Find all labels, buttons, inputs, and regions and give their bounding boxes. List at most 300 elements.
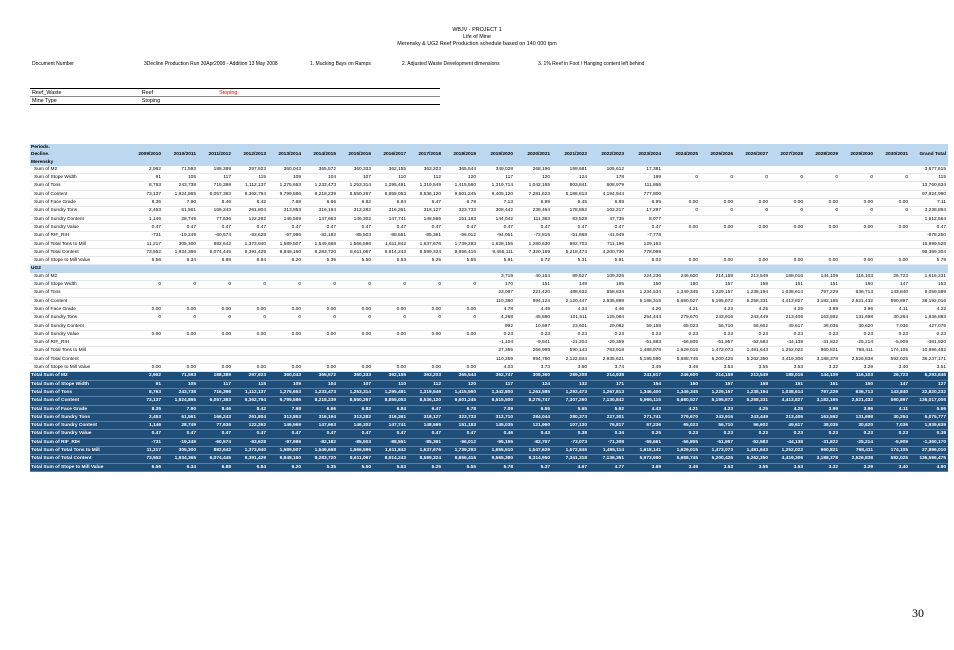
table-cell: 0.00 xyxy=(303,364,338,372)
total-cell: 2,453 xyxy=(128,413,163,421)
total-cell: 243,449 xyxy=(735,413,770,421)
total-row xyxy=(30,455,948,463)
header-cell xyxy=(589,144,626,151)
year-header: 2017/2018 xyxy=(408,151,443,158)
total-cell: -85,361 xyxy=(408,438,443,446)
table-cell: 0 xyxy=(233,281,268,289)
total-cell: 91 xyxy=(128,380,163,388)
table-cell xyxy=(663,190,700,198)
section-cell xyxy=(338,159,373,166)
table-cell xyxy=(700,240,735,248)
table-cell: 105 xyxy=(163,174,198,182)
table-cell: 268,196 xyxy=(515,166,552,174)
total-cell: 1,415,560 xyxy=(443,388,478,396)
table-cell: 0.00 xyxy=(875,199,910,207)
year-header: 2028/2029 xyxy=(805,151,840,158)
total-cell: 227,301 xyxy=(589,413,626,421)
table-cell: 323,733 xyxy=(443,207,478,215)
table-cell: 5.31 xyxy=(552,257,589,265)
table-cell: 4.03 xyxy=(478,364,515,372)
periods-label: Periods. xyxy=(30,144,128,151)
table-cell: 2,453 xyxy=(128,207,163,215)
grand-total-cell: 16,999,528 xyxy=(910,240,948,248)
table-cell: 266,999 xyxy=(515,347,552,355)
total-cell: -73,073 xyxy=(552,438,589,446)
periods-row xyxy=(30,144,948,151)
total-cell: 9,362,794 xyxy=(233,397,268,405)
total-cell: 3.96 xyxy=(840,405,875,413)
table-cell: 83,529 xyxy=(552,215,589,223)
total-cell: 30,264 xyxy=(875,413,910,421)
total-cell: 104 xyxy=(303,380,338,388)
table-cell xyxy=(163,347,198,355)
grand-total-cell: 10,896,482 xyxy=(910,347,948,355)
header-cell xyxy=(552,144,589,151)
table-cell xyxy=(875,248,910,256)
total-row-label: Total Sum of Tons xyxy=(30,388,128,396)
table-cell: 3.49 xyxy=(663,364,700,372)
total-cell: 4.25 xyxy=(735,405,770,413)
row-label: Sum of Total Content xyxy=(30,248,128,256)
year-header: 2024/2025 xyxy=(663,151,700,158)
table-cell: 73,137 xyxy=(128,190,163,198)
table-cell xyxy=(303,322,338,330)
total-cell: -25,214 xyxy=(840,438,875,446)
table-cell xyxy=(338,355,373,363)
total-cell: 6.88 xyxy=(198,463,233,471)
row-label: Sum of Total Tons to Mill xyxy=(30,240,128,248)
total-cell: 0.23 xyxy=(840,430,875,438)
header-cell xyxy=(408,144,443,151)
table-cell xyxy=(373,273,408,281)
table-cell: 124 xyxy=(552,174,589,182)
year-header: 2026/2027 xyxy=(735,151,770,158)
total-cell: 1,267,813 xyxy=(589,388,626,396)
total-cell: 636,713 xyxy=(840,388,875,396)
table-cell xyxy=(805,215,840,223)
total-cell: 352,747 xyxy=(478,372,515,380)
table-cell xyxy=(840,182,875,190)
total-cell: 8,314,950 xyxy=(515,455,552,463)
table-cell: 994,124 xyxy=(515,297,552,305)
total-cell: -71,308 xyxy=(589,438,626,446)
note-1: 1. Mucking Bays on Ramps xyxy=(310,61,371,67)
total-row-label: Total Sum of Stope to Mill Value xyxy=(30,463,128,471)
table-cell: 157 xyxy=(700,281,735,289)
year-header: 2013/2014 xyxy=(268,151,303,158)
total-cell: 122,262 xyxy=(233,422,268,430)
table-cell: 0.00 xyxy=(198,330,233,338)
table-cell: 0 xyxy=(875,174,910,182)
table-cell: 1,611,842 xyxy=(373,240,408,248)
table-cell: 49,617 xyxy=(770,322,805,330)
table-cell: 0.23 xyxy=(875,330,910,338)
total-cell: 4.43 xyxy=(626,405,663,413)
table-cell xyxy=(700,232,735,240)
table-cell: 803,841 xyxy=(552,182,589,190)
table-cell: 4.34 xyxy=(552,305,589,313)
total-cell: 362,155 xyxy=(373,372,408,380)
table-cell: 0.00 xyxy=(840,223,875,231)
table-cell: 0 xyxy=(303,314,338,322)
section-cell xyxy=(700,159,735,166)
table-cell: 0.00 xyxy=(233,364,268,372)
table-cell: 116,103 xyxy=(840,273,875,281)
table-cell: 1,549,668 xyxy=(303,240,338,248)
row-label: Sum of RIF_RIH xyxy=(30,339,128,347)
total-cell: 0.46 xyxy=(478,430,515,438)
table-cell: 0 xyxy=(198,281,233,289)
grand-total-cell: -381,920 xyxy=(910,339,948,347)
table-cell: 4.78 xyxy=(478,305,515,313)
total-cell: -97,996 xyxy=(268,438,303,446)
total-cell: 3.55 xyxy=(735,463,770,471)
table-cell xyxy=(840,190,875,198)
total-cell: 5.50 xyxy=(338,463,373,471)
section-cell xyxy=(198,265,233,273)
total-cell: 284,044 xyxy=(515,413,552,421)
table-cell: 349,028 xyxy=(478,166,515,174)
table-cell: 3.53 xyxy=(700,364,735,372)
table-cell: 26,723 xyxy=(875,273,910,281)
table-cell: 318,127 xyxy=(408,207,443,215)
total-row xyxy=(30,397,948,405)
table-cell xyxy=(303,297,338,305)
table-cell: 0.00 xyxy=(163,364,198,372)
total-cell: 6.84 xyxy=(373,405,408,413)
total-cell: 305,300 xyxy=(163,446,198,454)
year-header: 2009/2010 xyxy=(128,151,163,158)
table-cell: 0 xyxy=(443,314,478,322)
table-cell: 0.00 xyxy=(875,223,910,231)
table-cell: 313,282 xyxy=(338,207,373,215)
table-cell: 5.50 xyxy=(338,257,373,265)
table-cell xyxy=(700,248,735,256)
header-cell xyxy=(515,144,552,151)
total-row xyxy=(30,388,948,396)
table-cell: 0 xyxy=(840,174,875,182)
table-cell xyxy=(198,347,233,355)
header-cell xyxy=(443,144,478,151)
table-cell: 10,597 xyxy=(515,322,552,330)
table-cell: 0.00 xyxy=(233,330,268,338)
table-cell: 0.00 xyxy=(163,330,198,338)
table-cell xyxy=(233,347,268,355)
header-cell xyxy=(770,144,805,151)
table-cell: -25,214 xyxy=(840,339,875,347)
total-cell: 6.34 xyxy=(163,463,198,471)
table-cell: 150 xyxy=(840,281,875,289)
table-cell: 6.78 xyxy=(443,199,478,207)
total-cell: 150 xyxy=(663,380,700,388)
total-cell: 0.47 xyxy=(268,430,303,438)
grand-total-cell: 3,238,894 xyxy=(910,207,948,215)
table-cell: 0.00 xyxy=(875,257,910,265)
row-label: Sum of Sundry Content xyxy=(30,215,128,223)
table-cell: -96,012 xyxy=(443,232,478,240)
table-cell: 960,821 xyxy=(805,347,840,355)
table-cell: 360,043 xyxy=(268,166,303,174)
table-cell: 9,656,416 xyxy=(443,248,478,256)
total-cell: 1,618,141 xyxy=(626,446,663,454)
table-cell xyxy=(840,240,875,248)
table-cell: 1,566,596 xyxy=(338,240,373,248)
section-cell xyxy=(700,265,735,273)
table-cell: 9,848,160 xyxy=(268,248,303,256)
table-cell xyxy=(233,297,268,305)
table-cell: 768,411 xyxy=(840,347,875,355)
total-cell: 73,552 xyxy=(128,455,163,463)
table-cell: 165 xyxy=(589,281,626,289)
table-row xyxy=(30,215,948,223)
table-cell: 163,592 xyxy=(805,314,840,322)
page-number: 30 xyxy=(912,606,924,620)
total-cell: 1,342,800 xyxy=(478,388,515,396)
table-cell: 2,521,432 xyxy=(840,297,875,305)
row-label: Sum of Sundry Value xyxy=(30,223,128,231)
table-cell: 6.45 xyxy=(552,199,589,207)
table-cell xyxy=(233,339,268,347)
total-cell: 8,536,120 xyxy=(408,397,443,405)
section-cell xyxy=(373,265,408,273)
total-row-label: Total Sum of Total Tons to Mill xyxy=(30,446,128,454)
table-cell: 1,473,073 xyxy=(700,347,735,355)
table-cell: 0.00 xyxy=(805,223,840,231)
table-cell: 6.34 xyxy=(163,257,198,265)
table-cell: 488,632 xyxy=(552,289,589,297)
total-cell: 5.53 xyxy=(373,463,408,471)
grand-total-cell: 1,939,639 xyxy=(910,422,948,430)
table-cell: 0.00 xyxy=(700,199,735,207)
table-cell xyxy=(770,248,805,256)
total-cell: 1,566,596 xyxy=(338,446,373,454)
total-cell: 6.47 xyxy=(408,405,443,413)
table-cell xyxy=(128,347,163,355)
section-cell xyxy=(589,265,626,273)
table-cell: 4,194,944 xyxy=(589,190,626,198)
mine-type-value[interactable]: Stoping xyxy=(140,97,211,105)
table-cell: 0.47 xyxy=(478,223,515,231)
year-header: 2014/2015 xyxy=(303,151,338,158)
table-cell: 0 xyxy=(663,207,700,215)
total-cell: 261,804 xyxy=(233,413,268,421)
year-header: 2010/2011 xyxy=(163,151,198,158)
total-cell: 271,741 xyxy=(626,413,663,421)
row-label: Sum of Sundry Content xyxy=(30,322,128,330)
table-cell: 56,710 xyxy=(700,322,735,330)
total-cell: 1,572,846 xyxy=(552,446,589,454)
header-cell xyxy=(163,144,198,151)
table-cell: 0 xyxy=(700,174,735,182)
total-cell: 0.23 xyxy=(663,430,700,438)
row-label: Sum of M2 xyxy=(30,166,128,174)
table-cell xyxy=(198,289,233,297)
total-cell: 0.38 xyxy=(552,430,589,438)
table-cell: -56,805 xyxy=(663,339,700,347)
table-cell: 4.25 xyxy=(770,305,805,313)
table-cell: 91 xyxy=(128,174,163,182)
table-cell: 1,234,534 xyxy=(626,289,663,297)
header-cell xyxy=(910,144,948,151)
table-cell: 608,979 xyxy=(589,182,626,190)
table-cell: 0.23 xyxy=(805,330,840,338)
table-cell: 150 xyxy=(626,281,663,289)
year-header: 2023/2024 xyxy=(626,151,663,158)
total-cell: 30,620 xyxy=(840,422,875,430)
table-cell xyxy=(268,347,303,355)
row-label: Sum of Tons xyxy=(30,289,128,297)
table-cell: 0 xyxy=(128,314,163,322)
table-cell xyxy=(408,355,443,363)
table-cell: 1,349,345 xyxy=(663,289,700,297)
table-cell: 104 xyxy=(303,174,338,182)
table-cell: 199 xyxy=(626,174,663,182)
total-cell: 8.46 xyxy=(198,405,233,413)
table-cell: 178,862 xyxy=(552,207,589,215)
total-cell: -731 xyxy=(128,438,163,446)
table-cell xyxy=(233,355,268,363)
table-cell xyxy=(163,355,198,363)
table-cell: 243,738 xyxy=(163,182,198,190)
total-cell: 0.47 xyxy=(198,430,233,438)
total-cell: 5,973,690 xyxy=(626,455,663,463)
table-cell: 115 xyxy=(233,174,268,182)
table-cell: 0 xyxy=(770,207,805,215)
table-cell xyxy=(805,232,840,240)
section-cell xyxy=(198,159,233,166)
grand-total-cell: 4.22 xyxy=(910,305,948,313)
total-cell: 1,549,668 xyxy=(303,446,338,454)
table-cell: 7.90 xyxy=(163,199,198,207)
table-cell: -44,138 xyxy=(770,339,805,347)
table-cell xyxy=(663,248,700,256)
table-cell xyxy=(268,355,303,363)
table-cell xyxy=(338,273,373,281)
total-cell: 5,262,350 xyxy=(735,455,770,463)
grand-total-cell: 4.90 xyxy=(910,463,948,471)
table-cell xyxy=(443,297,478,305)
total-cell: 1,346,400 xyxy=(626,388,663,396)
total-cell: 5,966,115 xyxy=(626,397,663,405)
table-cell: 0.00 xyxy=(303,305,338,313)
header-cell xyxy=(663,144,700,151)
table-cell xyxy=(735,166,770,174)
section-cell xyxy=(233,159,268,166)
total-cell: 5,688,745 xyxy=(663,455,700,463)
table-cell: 7.13 xyxy=(478,199,515,207)
table-cell: 5.91 xyxy=(589,257,626,265)
total-cell: -93,628 xyxy=(233,438,268,446)
table-cell: 0.00 xyxy=(373,305,408,313)
total-cell: 5,195,672 xyxy=(700,397,735,405)
table-row xyxy=(30,289,948,297)
total-cell: 124 xyxy=(515,380,552,388)
table-cell: 1,481,643 xyxy=(735,347,770,355)
reef-waste-value[interactable]: Reef xyxy=(140,89,211,97)
table-cell: 308,442 xyxy=(478,207,515,215)
grand-total-cell: 27,896,010 xyxy=(910,446,948,454)
table-cell: 1,319,549 xyxy=(408,182,443,190)
table-cell: 8,077 xyxy=(626,215,663,223)
table-cell: 5.53 xyxy=(373,257,408,265)
total-cell: 363,203 xyxy=(408,372,443,380)
grand-total-cell: 22,820,232 xyxy=(910,388,948,396)
total-cell: 1,252,022 xyxy=(770,446,805,454)
total-cell: 9,799,586 xyxy=(268,397,303,405)
table-cell: 0.00 xyxy=(770,223,805,231)
section-name: Merensky xyxy=(30,159,128,166)
grand-total-cell: 5.96 xyxy=(910,405,948,413)
table-cell xyxy=(443,273,478,281)
table-cell: 0 xyxy=(875,207,910,215)
total-cell: 109 xyxy=(268,380,303,388)
table-cell: -1,104 xyxy=(478,339,515,347)
table-cell: 2,935,621 xyxy=(589,355,626,363)
table-cell xyxy=(233,273,268,281)
grand-total-cell: 3.51 xyxy=(910,364,948,372)
total-cell: 1,629,015 xyxy=(663,446,700,454)
total-cell: 8,611,067 xyxy=(338,455,373,463)
total-cell: 7.09 xyxy=(478,405,515,413)
total-cell: -52,583 xyxy=(735,438,770,446)
table-cell xyxy=(805,182,840,190)
table-cell: 120 xyxy=(443,174,478,182)
table-cell: -29,359 xyxy=(589,339,626,347)
table-cell: 6.88 xyxy=(198,257,233,265)
table-cell xyxy=(735,248,770,256)
table-cell: 147,663 xyxy=(303,215,338,223)
grand-total-cell: 1,616,231 xyxy=(910,273,948,281)
total-cell: 49,617 xyxy=(770,422,805,430)
table-cell: 9,391,429 xyxy=(233,248,268,256)
table-cell: -19,249 xyxy=(163,232,198,240)
header-cell xyxy=(373,144,408,151)
table-cell: 1,319,714 xyxy=(478,182,515,190)
total-cell: -88,551 xyxy=(373,438,408,446)
table-cell: 174,105 xyxy=(875,347,910,355)
table-cell: 1,295,481 xyxy=(373,182,408,190)
table-cell: 0.47 xyxy=(303,223,338,231)
total-cell: 1,473,073 xyxy=(700,446,735,454)
total-cell: 1,292,473 xyxy=(552,388,589,396)
table-cell: 0 xyxy=(163,314,198,322)
year-header: 2022/2023 xyxy=(589,151,626,158)
table-cell: 0 xyxy=(268,314,303,322)
table-cell: -51,957 xyxy=(700,339,735,347)
total-cell: 0.47 xyxy=(128,430,163,438)
header-cell xyxy=(268,144,303,151)
table-cell: 6.95 xyxy=(626,199,663,207)
table-row xyxy=(30,174,948,182)
table-cell xyxy=(268,297,303,305)
year-header: 2019/2020 xyxy=(478,151,515,158)
total-cell: 280,373 xyxy=(552,413,589,421)
total-cell: 0.23 xyxy=(700,430,735,438)
total-row-label: Total Sum of Sundry Value xyxy=(30,430,128,438)
table-cell: 1,488,978 xyxy=(626,347,663,355)
year-header: 2029/2030 xyxy=(840,151,875,158)
table-cell: 882,642 xyxy=(198,240,233,248)
table-cell: 0.00 xyxy=(338,305,373,313)
table-cell: 0.00 xyxy=(443,305,478,313)
document-info-row xyxy=(32,61,932,68)
table-cell: 0.00 xyxy=(805,199,840,207)
section-cell xyxy=(663,265,700,273)
year-header: 2015/2016 xyxy=(338,151,373,158)
table-cell: 3.74 xyxy=(589,364,626,372)
table-cell: 0 xyxy=(163,281,198,289)
total-cell: 882,642 xyxy=(198,446,233,454)
